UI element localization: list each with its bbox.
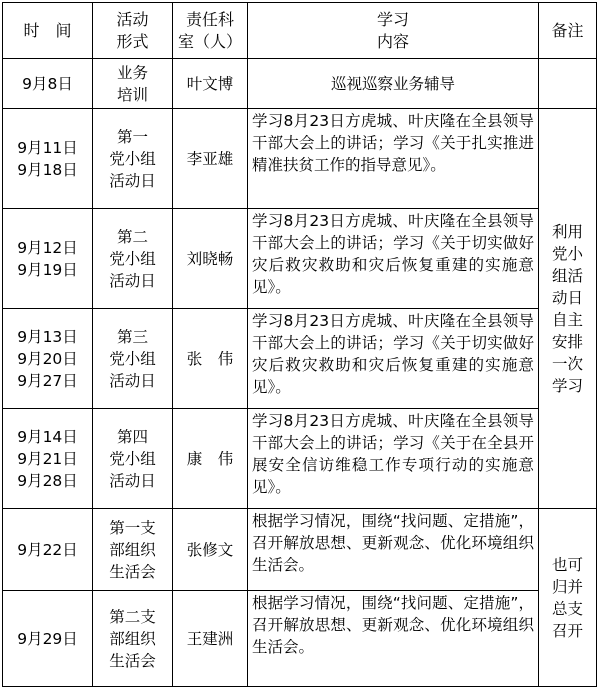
note-cell-group2: 也可 归并 总支 召开 [539, 509, 597, 687]
table-row [3, 109, 597, 209]
table-row [3, 209, 597, 309]
note-cell-group1: 利用 党小 组活 动日 自主 安排 一次 学习 [539, 109, 597, 509]
form-cell: 第四 党小组 活动日 [93, 409, 173, 509]
content-cell: 学习8月23日方虎城、叶庆隆在全县领导干部大会上的讲话；学习《关于在全县开展安全信访维稳工作专项行动的实施意见》。 [248, 409, 539, 509]
header-form: 活动 形式 [93, 3, 173, 59]
person-cell: 刘晓畅 [173, 209, 248, 309]
header-person: 责任科 室（人） [173, 3, 248, 59]
person-cell: 李亚雄 [173, 109, 248, 209]
table-row [3, 509, 597, 591]
date-cell: 9月11日 9月18日 [3, 109, 93, 209]
table-row [3, 59, 597, 109]
date-cell: 9月14日 9月21日 9月28日 [3, 409, 93, 509]
note-cell-empty [539, 59, 597, 109]
person-cell: 叶文博 [173, 59, 248, 109]
date-cell: 9月13日 9月20日 9月27日 [3, 309, 93, 409]
schedule-table [2, 2, 597, 687]
form-cell: 第一 党小组 活动日 [93, 109, 173, 209]
form-cell: 业务 培训 [93, 59, 173, 109]
person-cell: 张 伟 [173, 309, 248, 409]
form-cell: 第一支 部组织 生活会 [93, 509, 173, 591]
form-cell: 第二 党小组 活动日 [93, 209, 173, 309]
table-row [3, 591, 597, 687]
date-cell: 9月8日 [3, 59, 93, 109]
person-cell: 张修文 [173, 509, 248, 591]
content-cell: 学习8月23日方虎城、叶庆隆在全县领导干部大会上的讲话；学习《关于扎实推进精准扶贫工作的指导意见》。 [248, 109, 539, 209]
content-cell: 学习8月23日方虎城、叶庆隆在全县领导干部大会上的讲话；学习《关于切实做好灾后救灾救助和灾后恢复重建的实施意见》。 [248, 209, 539, 309]
header-time: 时 间 [3, 3, 93, 59]
form-cell: 第三 党小组 活动日 [93, 309, 173, 409]
date-cell: 9月22日 [3, 509, 93, 591]
content-cell: 根据学习情况，围绕“找问题、定措施”，召开解放思想、更新观念、优化环境组织生活会。 [248, 591, 539, 687]
person-cell: 康 伟 [173, 409, 248, 509]
date-cell: 9月29日 [3, 591, 93, 687]
header-row [3, 3, 597, 59]
header-note: 备注 [539, 3, 597, 59]
table-row [3, 309, 597, 409]
table-row [3, 409, 597, 509]
date-cell: 9月12日 9月19日 [3, 209, 93, 309]
content-cell: 学习8月23日方虎城、叶庆隆在全县领导干部大会上的讲话；学习《关于切实做好灾后救灾救助和灾后恢复重建的实施意见》。 [248, 309, 539, 409]
content-cell: 巡视巡察业务辅导 [248, 59, 539, 109]
person-cell: 王建洲 [173, 591, 248, 687]
header-content: 学习 内容 [248, 3, 539, 59]
form-cell: 第二支 部组织 生活会 [93, 591, 173, 687]
content-cell: 根据学习情况，围绕“找问题、定措施”，召开解放思想、更新观念、优化环境组织生活会。 [248, 509, 539, 591]
